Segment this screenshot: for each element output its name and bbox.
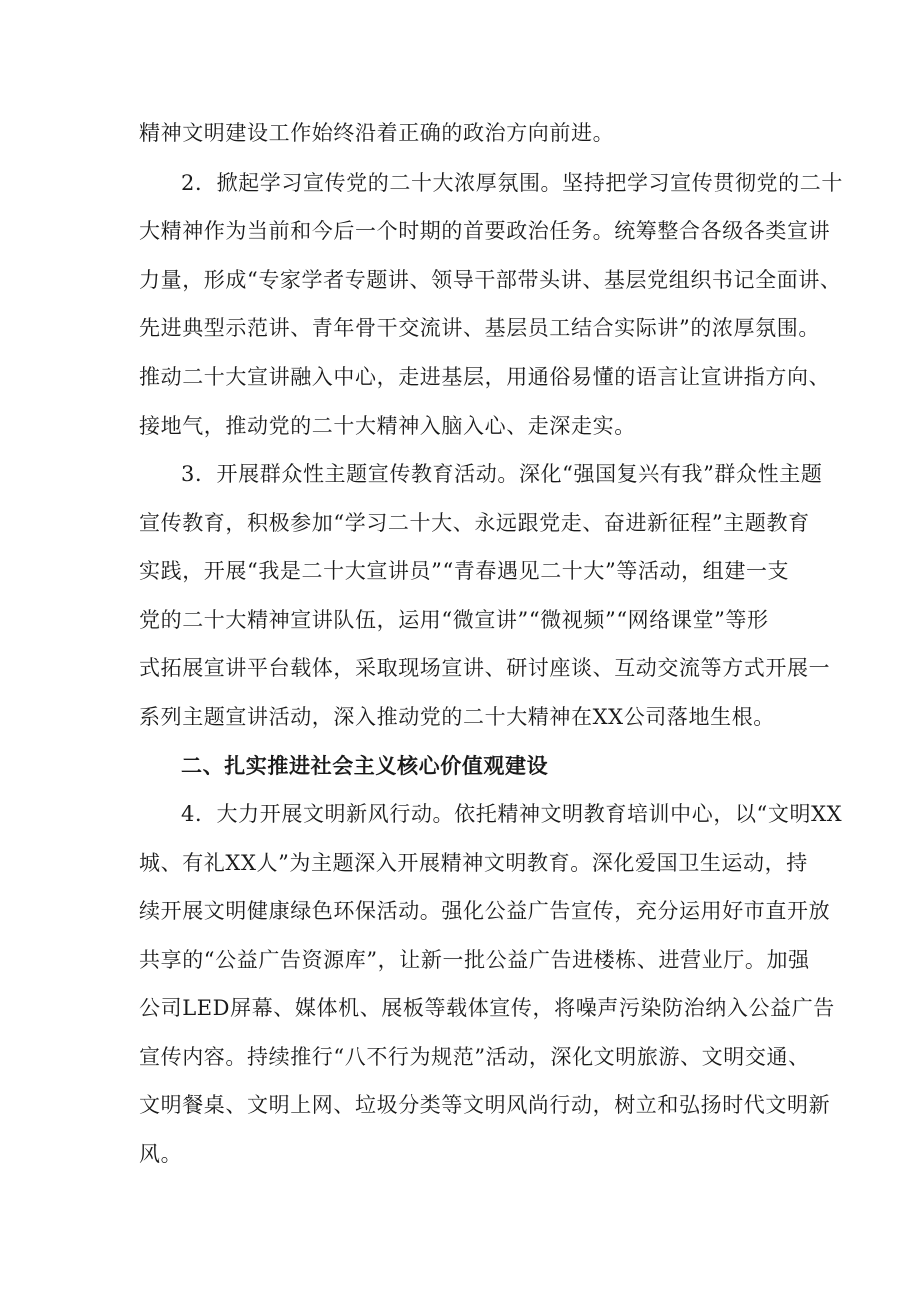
paragraph-line: 先进典型示范讲、青年骨干交流讲、基层员工结合实际讲”的浓厚氛围。 (139, 316, 820, 340)
paragraph-line: 2．掀起学习宣传党的二十大浓厚氛围。坚持把学习宣传贯彻党的二十 (181, 171, 843, 195)
paragraph-line: 城、有礼XX人”为主题深入开展精神文明教育。深化爱国卫生运动，持 (139, 851, 808, 875)
paragraph-line: 式拓展宣讲平台载体，采取现场宣讲、研讨座谈、互动交流等方式开展一 (139, 656, 831, 680)
paragraph-line: 实践，开展“我是二十大宣讲员”“青春遇见二十大”等活动，组建一支 (139, 559, 790, 583)
paragraph-line: 大精神作为当前和今后一个时期的首要政治任务。统筹整合各级各类宣讲 (139, 219, 831, 243)
paragraph-line: 党的二十大精神宣讲队伍，运用“微宣讲”“微视频”“网络课堂”等形 (139, 608, 769, 632)
paragraph-line: 精神文明建设工作始终沿着正确的政治方向前进。 (139, 121, 615, 145)
paragraph-line: 共享的“公益广告资源库”，让新一批公益广告进楼栋、进营业厅。加强 (139, 948, 810, 972)
paragraph-line: 系列主题宣讲活动，深入推动党的二十大精神在XX公司落地生根。 (139, 705, 775, 729)
section-heading: 二、扎实推进社会主义核心价值观建设 (181, 753, 549, 778)
paragraph-line: 接地气，推动党的二十大精神入脑入心、走深走实。 (139, 414, 636, 438)
paragraph-line: 宣传教育，积极参加“学习二十大、永远跟党走、奋进新征程”主题教育 (139, 511, 810, 535)
paragraph-line: 推动二十大宣讲融入中心，走进基层，用通俗易懂的语言让宣讲指方向、 (139, 365, 831, 389)
paragraph-line: 续开展文明健康绿色环保活动。强化公益广告宣传，充分运用好市直开放 (139, 899, 831, 923)
paragraph-line: 风。 (139, 1142, 183, 1166)
paragraph-line: 3．开展群众性主题宣传教育活动。深化“强国复兴有我”群众性主题 (181, 462, 823, 486)
paragraph-line: 宣传内容。持续推行“八不行为规范”活动，深化文明旅游、文明交通、 (139, 1045, 810, 1069)
paragraph-line: 公司LED屏幕、媒体机、展板等载体宣传，将噪声污染防治纳入公益广告 (139, 996, 835, 1020)
paragraph-line: 4．大力开展文明新风行动。依托精神文明教育培训中心，以“文明XX (181, 802, 843, 826)
paragraph-line: 力量，形成“专家学者专题讲、领导干部带头讲、基层党组织书记全面讲、 (139, 268, 842, 292)
paragraph-line: 文明餐桌、文明上网、垃圾分类等文明风尚行动，树立和弘扬时代文明新 (139, 1093, 831, 1117)
